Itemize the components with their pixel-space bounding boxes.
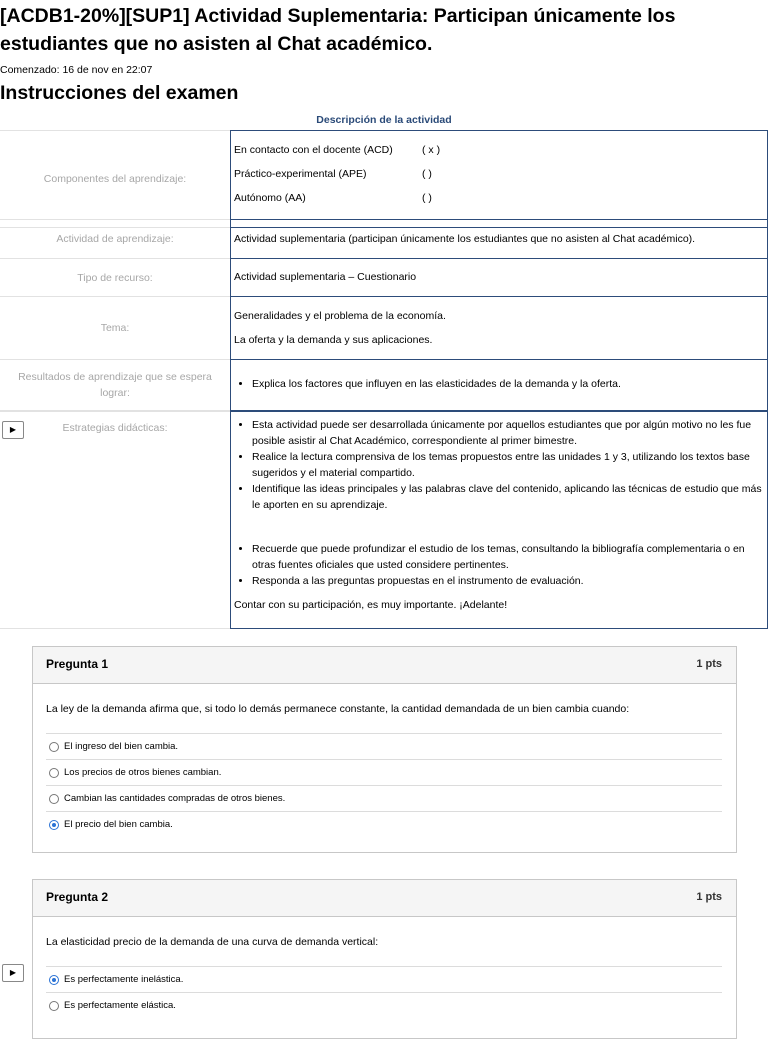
play-icon[interactable]: ▶ (2, 421, 24, 439)
answer-option[interactable] (46, 811, 722, 838)
radio-button[interactable] (49, 794, 59, 804)
instructions-heading: Instrucciones del examen (0, 82, 239, 104)
page-title: [ACDB1-20%][SUP1] Actividad Suplementaria: Participan únicamente los estudiantes que no asisten al Chat académico. (0, 5, 676, 55)
component-item: Práctico-experimental (APE) ( ) (234, 168, 432, 180)
radio-button-selected[interactable] (49, 975, 59, 985)
answer-text[interactable]: Cambian las cantidades compradas de otros bienes. (64, 793, 286, 804)
results-value (230, 359, 768, 411)
strategies-label: Estrategias didácticas: (0, 411, 230, 629)
question-header (33, 647, 736, 684)
strategies-value (230, 411, 768, 629)
question-text: La elasticidad precio de la demanda de una curva de demanda vertical: (46, 936, 379, 948)
radio-button[interactable] (49, 1001, 59, 1011)
component-item: En contacto con el docente (ACD) ( x ) (234, 144, 441, 156)
question-title: Pregunta 2 (46, 890, 109, 904)
answer-text[interactable]: Es perfectamente elástica. (64, 1000, 176, 1011)
topic-value: Generalidades y el problema de la economía. La oferta y la demanda y sus aplicaciones. (230, 296, 768, 360)
component-item: Autónomo (AA) ( ) (234, 192, 432, 204)
question-points: 1 pts (696, 658, 722, 670)
question-points: 1 pts (696, 891, 722, 903)
radio-button[interactable] (49, 742, 59, 752)
row-strategies (0, 411, 768, 629)
question-title: Pregunta 1 (46, 657, 109, 671)
results-label: Resultados de aprendizaje que se espera lograr: (0, 359, 230, 411)
answer-option[interactable] (46, 992, 722, 1019)
resource-value: Actividad suplementaria – Cuestionario (230, 258, 768, 297)
topic-label: Tema: (0, 296, 230, 360)
radio-button-selected[interactable] (49, 820, 59, 830)
answer-text[interactable]: Es perfectamente inelástica. (64, 974, 184, 985)
components-label: Componentes del aprendizaje: (0, 130, 230, 228)
answer-text[interactable]: El ingreso del bien cambia. (64, 741, 179, 752)
list-item: • Explica los factores que influyen en las elasticidades de la demanda y la oferta. (252, 376, 764, 392)
play-icon[interactable]: ▶ (2, 964, 24, 982)
row-results (0, 359, 768, 411)
closing-text: Contar con su participación, es muy importante. ¡Adelante! (234, 599, 508, 611)
row-components (0, 130, 768, 228)
radio-button[interactable] (49, 768, 59, 778)
list-item: • Esta actividad puede ser desarrollada únicamente por aquellos estudiantes que por algún motivo no les fue posible asistir al Chat Académico, correspondiente al primer bimestre. (252, 417, 764, 449)
answer-option[interactable] (46, 966, 722, 993)
list-item: • Recuerde que puede profundizar el estudio de los temas, consultando la bibliografía complementaria o en otras fuentes oficiales que usted considere pertinentes. (252, 541, 764, 573)
list-item: • Identifique las ideas principales y las palabras clave del contenido, aplicando las técnicas de estudio que más le aporten en su aprendizaje. (252, 481, 764, 513)
activity-label: Actividad de aprendizaje: (0, 219, 230, 259)
list-item: • Realice la lectura comprensiva de los temas propuestos entre las unidades 1 y 3, utilizando los textos base sugeridos y el material compartido. (252, 449, 764, 481)
answer-text[interactable]: Los precios de otros bienes cambian. (64, 767, 222, 778)
question-header (33, 880, 736, 917)
activity-value: Actividad suplementaria (participan únicamente los estudiantes que no asisten al Chat académico). (230, 219, 768, 259)
row-resource (0, 258, 768, 297)
resource-label: Tipo de recurso: (0, 258, 230, 297)
description-heading: Descripción de la actividad (316, 114, 452, 126)
answer-option[interactable] (46, 733, 722, 760)
answer-text[interactable]: El precio del bien cambia. (64, 819, 173, 830)
question-card-1 (32, 646, 737, 853)
row-activity (0, 219, 768, 259)
row-topic (0, 296, 768, 360)
components-value (230, 130, 768, 228)
question-card-2 (32, 879, 737, 1039)
list-item: • Responda a las preguntas propuestas en el instrumento de evaluación. (252, 573, 764, 589)
answer-option[interactable] (46, 759, 722, 786)
question-text: La ley de la demanda afirma que, si todo lo demás permanece constante, la cantidad demandada de un bien cambia cuando: (46, 703, 630, 715)
started-timestamp: Comenzado: 16 de nov en 22:07 (0, 64, 153, 76)
answer-option[interactable] (46, 785, 722, 812)
